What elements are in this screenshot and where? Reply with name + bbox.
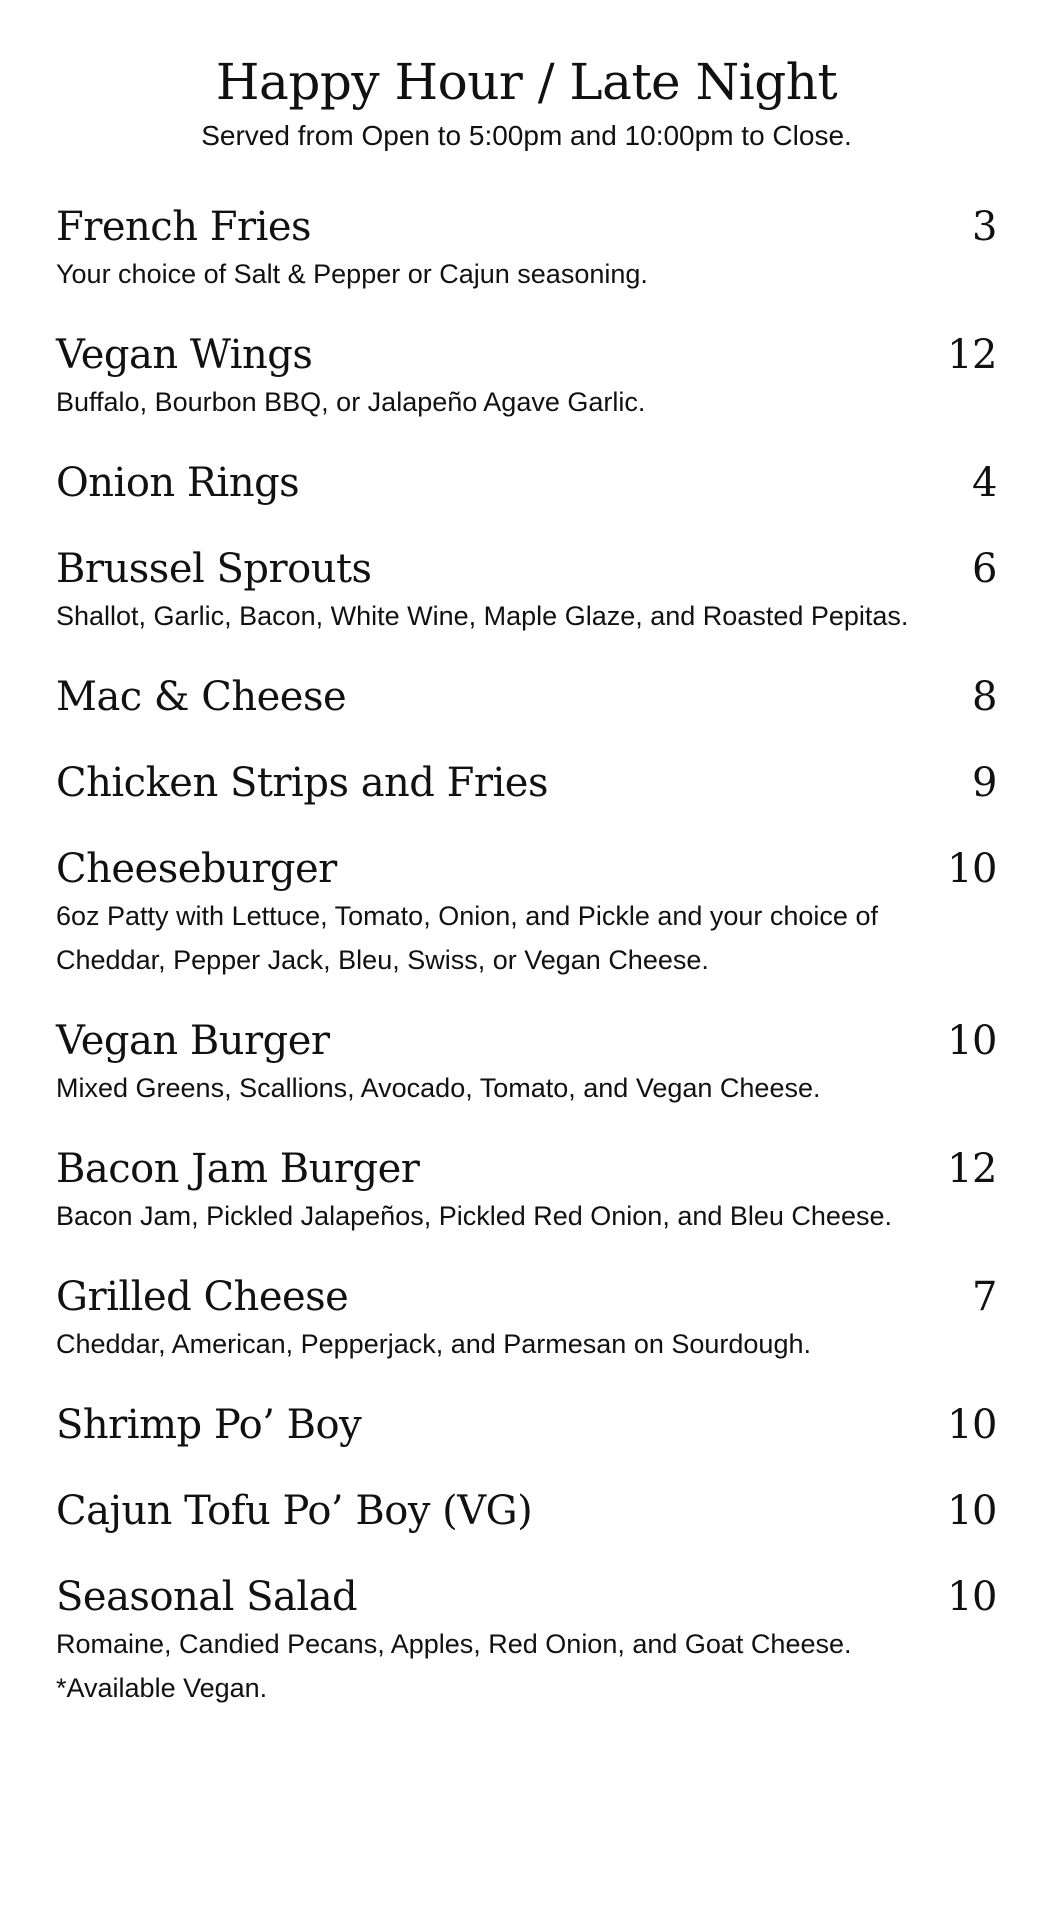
menu-item (56, 1146, 997, 1238)
menu-item-row (56, 674, 997, 720)
menu-item-description-line: Bacon Jam, Pickled Jalapeños, Pickled Red Onion, and Bleu Cheese. (56, 1201, 892, 1231)
menu-item-name: Cheeseburger (56, 846, 337, 892)
menu-item-row (56, 1488, 997, 1534)
menu-item-name: Mac & Cheese (56, 674, 347, 720)
menu-item-description (56, 252, 997, 296)
menu-items-list (56, 204, 997, 1710)
page-title: Happy Hour / Late Night (215, 53, 838, 111)
menu-item-price: 9 (972, 760, 997, 806)
menu-item-price: 6 (972, 546, 997, 592)
menu-item-row (56, 1574, 997, 1620)
menu-item-description-line: Cheddar, Pepper Jack, Bleu, Swiss, or Vegan Cheese. (56, 945, 709, 975)
menu-item-name: Shrimp Po’ Boy (56, 1402, 362, 1448)
menu-item-price: 12 (947, 332, 997, 378)
menu-item-row (56, 460, 997, 506)
menu-item (56, 1274, 997, 1366)
menu-item-price: 10 (947, 1018, 997, 1064)
menu-item (56, 460, 997, 506)
menu-item-row (56, 1018, 997, 1064)
menu-item-description-line: Cheddar, American, Pepperjack, and Parmesan on Sourdough. (56, 1329, 811, 1359)
menu-item (56, 332, 997, 424)
menu-item-name: Bacon Jam Burger (56, 1146, 420, 1192)
menu-header (56, 0, 997, 154)
menu-item-row (56, 332, 997, 378)
menu-item-description (56, 1622, 997, 1710)
menu-item-row (56, 846, 997, 892)
menu-item-name: Vegan Burger (56, 1018, 330, 1064)
menu-item (56, 204, 997, 296)
menu-item (56, 1018, 997, 1110)
menu-item (56, 546, 997, 638)
page-subtitle: Served from Open to 5:00pm and 10:00pm to Close. (201, 120, 852, 151)
menu-item (56, 1488, 997, 1534)
menu (56, 0, 997, 1746)
menu-item-price: 12 (947, 1146, 997, 1192)
menu-item-name: Chicken Strips and Fries (56, 760, 548, 806)
menu-item-description-line: Your choice of Salt & Pepper or Cajun seasoning. (56, 259, 648, 289)
menu-item-name: Cajun Tofu Po’ Boy (VG) (56, 1488, 533, 1534)
menu-item-row (56, 1146, 997, 1192)
menu-item-description (56, 894, 997, 982)
menu-item-description-line: Buffalo, Bourbon BBQ, or Jalapeño Agave Garlic. (56, 387, 646, 417)
menu-item-description (56, 1322, 997, 1366)
menu-item-description-line: Romaine, Candied Pecans, Apples, Red Onion, and Goat Cheese. (56, 1629, 852, 1659)
menu-item-row (56, 1274, 997, 1320)
menu-item-price: 8 (972, 674, 997, 720)
menu-item-price: 3 (972, 204, 997, 250)
menu-item-description-line: Mixed Greens, Scallions, Avocado, Tomato, and Vegan Cheese. (56, 1073, 821, 1103)
menu-item-description-line: 6oz Patty with Lettuce, Tomato, Onion, and Pickle and your choice of (56, 901, 878, 931)
menu-item-name: Seasonal Salad (56, 1574, 358, 1620)
menu-item-name: Grilled Cheese (56, 1274, 349, 1320)
menu-item-description-line: *Available Vegan. (56, 1673, 268, 1703)
menu-item-price: 10 (947, 1402, 997, 1448)
menu-item (56, 760, 997, 806)
menu-item-name: French Fries (56, 204, 312, 250)
menu-item (56, 674, 997, 720)
menu-item-row (56, 546, 997, 592)
menu-item-name: Onion Rings (56, 460, 300, 506)
menu-item-name: Vegan Wings (56, 332, 313, 378)
menu-item-description (56, 594, 997, 638)
menu-item-price: 10 (947, 1574, 997, 1620)
menu-item-row (56, 204, 997, 250)
menu-item-price: 4 (972, 460, 997, 506)
menu-item-description-line: Shallot, Garlic, Bacon, White Wine, Maple Glaze, and Roasted Pepitas. (56, 601, 909, 631)
menu-item-description (56, 1066, 997, 1110)
menu-item (56, 1402, 997, 1448)
menu-item-row (56, 1402, 997, 1448)
menu-item (56, 846, 997, 982)
menu-item-price: 10 (947, 1488, 997, 1534)
menu-item-description (56, 1194, 997, 1238)
menu-item-price: 10 (947, 846, 997, 892)
menu-item-name: Brussel Sprouts (56, 546, 372, 592)
menu-item (56, 1574, 997, 1710)
menu-item-description (56, 380, 997, 424)
menu-item-row (56, 760, 997, 806)
menu-item-price: 7 (972, 1274, 997, 1320)
